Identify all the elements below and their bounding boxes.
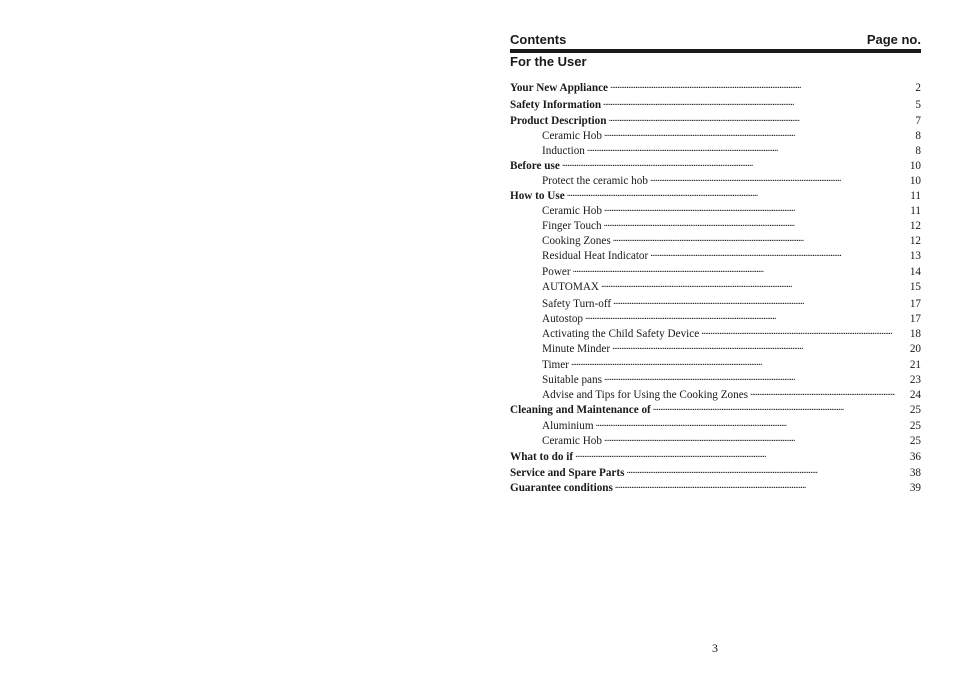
toc-entry xyxy=(542,356,921,371)
dot-leader xyxy=(603,96,895,108)
toc-entry-page: 17 xyxy=(909,298,921,310)
toc-entry-label: Suitable pans xyxy=(542,374,602,386)
toc-entry-label: Ceramic Hob xyxy=(542,205,602,217)
header-rule xyxy=(510,49,921,53)
toc-entry-page: 23 xyxy=(909,374,921,386)
toc-entry xyxy=(542,295,921,310)
toc-entry-page: 2 xyxy=(915,82,921,94)
page-number: 3 xyxy=(712,641,718,655)
dot-leader xyxy=(610,79,895,91)
toc-entry-page: 21 xyxy=(909,359,921,371)
toc-entry-page: 12 xyxy=(909,235,921,247)
toc-entry-label: Power xyxy=(542,266,571,278)
toc-entry-label: Safety Information xyxy=(510,99,602,111)
toc-entry xyxy=(510,401,921,416)
toc-entry xyxy=(510,187,921,202)
toc-entry-label: Your New Appliance xyxy=(510,82,609,94)
toc-entry-page: 36 xyxy=(909,451,921,463)
dot-leader xyxy=(573,263,895,275)
toc-entry xyxy=(542,202,921,217)
toc-entry-page: 18 xyxy=(909,328,921,340)
toc-entry xyxy=(542,432,921,447)
toc-entry-label: Aluminium xyxy=(542,420,594,432)
toc-entry xyxy=(542,232,921,247)
section-title: For the User xyxy=(510,54,587,69)
toc-entry-page: 25 xyxy=(909,420,921,432)
toc-entry xyxy=(542,371,921,386)
toc-entry-page: 11 xyxy=(910,205,921,217)
toc-entry-label: Finger Touch xyxy=(542,220,602,232)
toc-entry-label: Ceramic Hob xyxy=(542,130,602,142)
dot-leader xyxy=(608,112,895,124)
toc-entry xyxy=(542,172,921,187)
toc-entry-label: Service and Spare Parts xyxy=(510,467,625,479)
toc-entry-page: 10 xyxy=(909,175,921,187)
toc-entry xyxy=(542,217,921,232)
toc-entry-label: Cooking Zones xyxy=(542,235,611,247)
toc-entry-label: Before use xyxy=(510,160,560,172)
toc-entry-page: 25 xyxy=(909,404,921,416)
toc-entry xyxy=(510,96,921,111)
dot-leader xyxy=(653,401,895,413)
toc-entry xyxy=(542,325,921,340)
toc-entry xyxy=(542,310,921,325)
toc-entry-label: Safety Turn-off xyxy=(542,298,612,310)
dot-leader xyxy=(701,325,895,337)
toc-entry-label: Product Description xyxy=(510,115,607,127)
toc-entry-page: 38 xyxy=(909,467,921,479)
toc-entry xyxy=(542,417,921,432)
toc-entry-label: Residual Heat Indicator xyxy=(542,250,649,262)
dot-leader xyxy=(613,232,895,244)
toc-entry-page: 12 xyxy=(909,220,921,232)
toc-entry-page: 24 xyxy=(909,389,921,401)
toc-entry-label: Ceramic Hob xyxy=(542,435,602,447)
toc-entry-label: Minute Minder xyxy=(542,343,611,355)
toc-entry xyxy=(542,386,921,401)
dot-leader xyxy=(567,187,895,199)
toc-entry-page: 7 xyxy=(915,115,921,127)
dot-leader xyxy=(604,371,895,383)
toc-entry xyxy=(542,263,921,278)
dot-leader xyxy=(604,127,895,139)
toc-entry-page: 8 xyxy=(915,145,921,157)
toc-entry-page: 20 xyxy=(909,343,921,355)
toc-entry-page: 25 xyxy=(909,435,921,447)
toc-entry-page: 11 xyxy=(910,190,921,202)
toc-entry-page: 17 xyxy=(909,313,921,325)
toc-entry-label: Autostop xyxy=(542,313,584,325)
toc-header xyxy=(510,29,921,49)
toc-entry-page: 39 xyxy=(909,482,921,494)
toc-entry-label: Protect the ceramic hob xyxy=(542,175,648,187)
dot-leader xyxy=(575,448,895,460)
toc-entry-page: 8 xyxy=(915,130,921,142)
dot-leader xyxy=(601,278,895,290)
dot-leader xyxy=(750,386,895,398)
dot-leader xyxy=(626,464,895,476)
dot-leader xyxy=(596,417,895,429)
toc-entry-page: 14 xyxy=(909,266,921,278)
dot-leader xyxy=(604,202,895,214)
dot-leader xyxy=(604,217,895,229)
dot-leader xyxy=(613,295,895,307)
toc-entry-label: Induction xyxy=(542,145,585,157)
dot-leader xyxy=(571,356,895,368)
toc-entry-label: AUTOMAX xyxy=(542,281,599,293)
toc-entry xyxy=(542,127,921,142)
toc-entry xyxy=(510,464,921,479)
page-no-heading: Page no. xyxy=(866,31,921,47)
toc-entry-page: 13 xyxy=(909,250,921,262)
toc-entry-label: Timer xyxy=(542,359,569,371)
toc-entry xyxy=(510,448,921,463)
toc-entry-page: 5 xyxy=(915,99,921,111)
toc-entry xyxy=(542,142,921,157)
toc-entry xyxy=(542,247,921,262)
toc-entry-label: Cleaning and Maintenance of xyxy=(510,404,651,416)
toc-entry-page: 10 xyxy=(909,160,921,172)
dot-leader xyxy=(585,310,895,322)
toc-entry-page: 15 xyxy=(909,281,921,293)
dot-leader xyxy=(650,172,895,184)
toc-entry xyxy=(542,278,921,293)
toc-entry-label: What to do if xyxy=(510,451,574,463)
toc-entry xyxy=(510,79,921,94)
dot-leader xyxy=(615,479,895,491)
toc-entry xyxy=(510,479,921,494)
toc-entry xyxy=(510,112,921,127)
toc-entry xyxy=(542,340,921,355)
dot-leader xyxy=(604,432,895,444)
dot-leader xyxy=(650,247,895,259)
dot-leader xyxy=(612,340,895,352)
contents-heading: Contents xyxy=(510,31,567,47)
dot-leader xyxy=(587,142,895,154)
toc-entry-label: How to Use xyxy=(510,190,565,202)
toc-entry-label: Activating the Child Safety Device xyxy=(542,328,700,340)
dot-leader xyxy=(562,157,895,169)
toc-entry-label: Advise and Tips for Using the Cooking Zones xyxy=(542,389,749,401)
toc-entry-label: Guarantee conditions xyxy=(510,482,613,494)
toc-entry xyxy=(510,157,921,172)
